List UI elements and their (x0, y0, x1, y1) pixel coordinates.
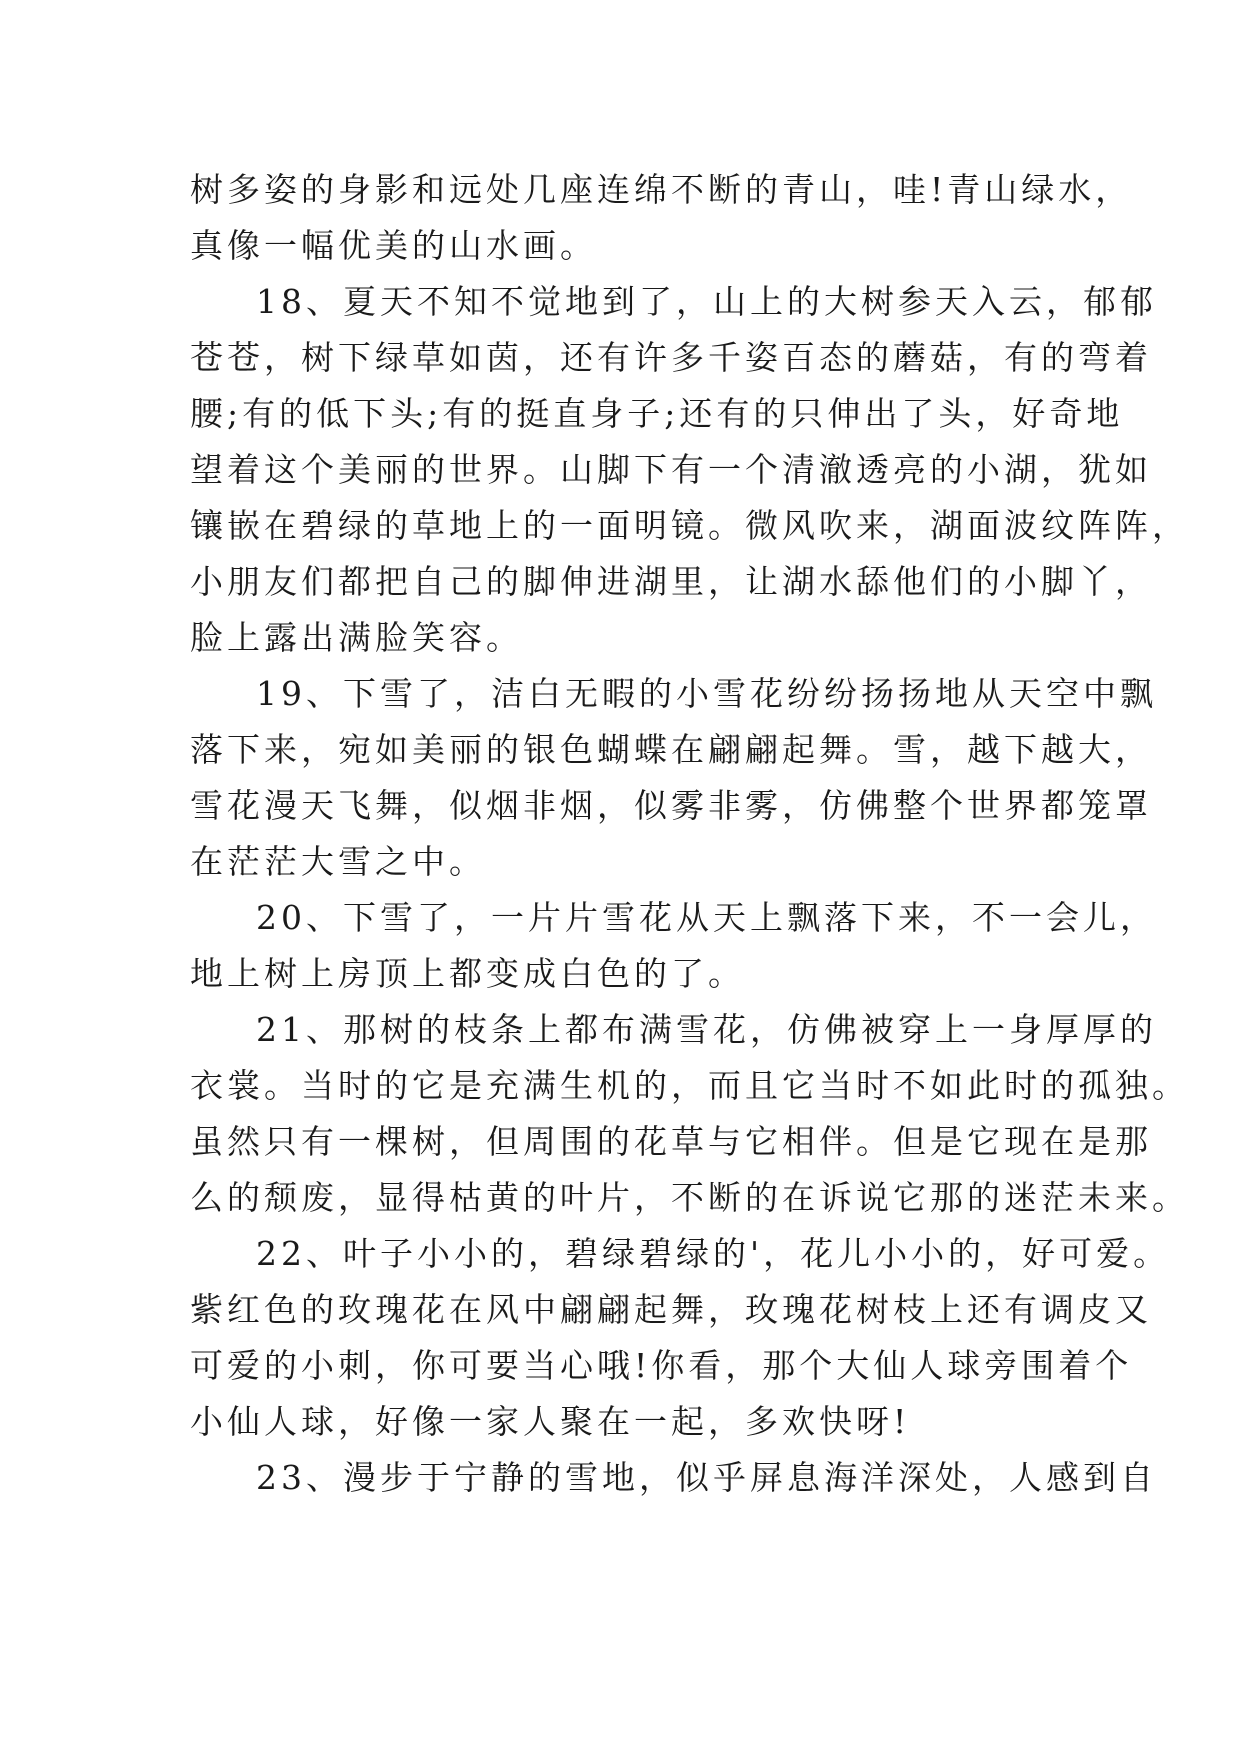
text-line: 可爱的小刺，你可要当心哦!你看，那个大仙人球旁围着个 (190, 1346, 1133, 1385)
text-line: 地上树上房顶上都变成白色的了。 (190, 954, 745, 993)
text-line: 小仙人球，好像一家人聚在一起，多欢快呀! (190, 1402, 911, 1441)
text-line: 镶嵌在碧绿的草地上的一面明镜。微风吹来，湖面波纹阵阵， (190, 506, 1189, 545)
text-line: 20、下雪了，一片片雪花从天上飘落下来，不一会儿， (256, 898, 1157, 937)
text-line: 21、那树的枝条上都布满雪花，仿佛被穿上一身厚厚的 (256, 1010, 1157, 1049)
text-line: 衣裳。当时的它是充满生机的，而且它当时不如此时的孤独。 (190, 1066, 1189, 1105)
body-text (190, 162, 1189, 1506)
text-line: 树多姿的身影和远处几座连绵不断的青山，哇!青山绿水， (190, 170, 1133, 209)
text-line: 19、下雪了，洁白无暇的小雪花纷纷扬扬地从天空中飘 (256, 674, 1157, 713)
text-line: 小朋友们都把自己的脚伸进湖里，让湖水舔他们的小脚丫， (190, 562, 1152, 601)
text-line: 22、叶子小小的，碧绿碧绿的'，花儿小小的，好可爱。 (256, 1234, 1171, 1273)
text-line: 落下来，宛如美丽的银色蝴蝶在翩翩起舞。雪，越下越大， (190, 730, 1152, 769)
text-line: 18、夏天不知不觉地到了，山上的大树参天入云，郁郁 (256, 282, 1157, 321)
text-line: 么的颓废，显得枯黄的叶片，不断的在诉说它那的迷茫未来。 (190, 1178, 1189, 1217)
text-line: 苍苍，树下绿草如茵，还有许多千姿百态的蘑菇，有的弯着 (190, 338, 1152, 377)
text-line: 23、漫步于宁静的雪地，似乎屏息海洋深处，人感到自 (256, 1458, 1157, 1497)
text-line: 虽然只有一棵树，但周围的花草与它相伴。但是它现在是那 (190, 1122, 1152, 1161)
text-line: 雪花漫天飞舞，似烟非烟，似雾非雾，仿佛整个世界都笼罩 (190, 786, 1152, 825)
text-line: 在茫茫大雪之中。 (190, 842, 486, 881)
text-line: 真像一幅优美的山水画。 (190, 226, 597, 265)
text-line: 脸上露出满脸笑容。 (190, 618, 523, 657)
text-line: 紫红色的玫瑰花在风中翩翩起舞，玫瑰花树枝上还有调皮又 (190, 1290, 1152, 1329)
text-line: 腰;有的低下头;有的挺直身子;还有的只伸出了头，好奇地 (190, 394, 1124, 433)
text-line: 望着这个美丽的世界。山脚下有一个清澈透亮的小湖，犹如 (190, 450, 1152, 489)
